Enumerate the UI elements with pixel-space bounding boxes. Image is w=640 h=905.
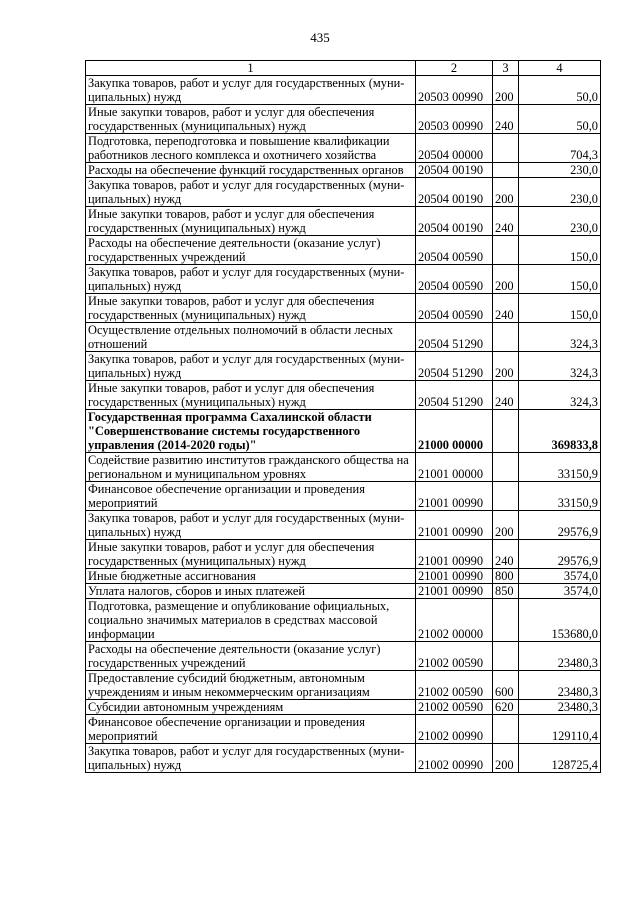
row-type bbox=[493, 642, 519, 671]
row-amount: 129110,4 bbox=[519, 715, 601, 744]
table-row bbox=[86, 294, 601, 323]
row-code: 21002 00590 bbox=[416, 700, 493, 715]
table-row bbox=[86, 178, 601, 207]
row-amount: 50,0 bbox=[519, 76, 601, 105]
row-type: 800 bbox=[493, 569, 519, 584]
row-code: 20504 51290 bbox=[416, 323, 493, 352]
row-name: Закупка товаров, работ и услуг для государственных (муни-ципальных) нужд bbox=[86, 76, 416, 105]
row-amount: 230,0 bbox=[519, 163, 601, 178]
row-type: 240 bbox=[493, 207, 519, 236]
table-row bbox=[86, 163, 601, 178]
row-type: 240 bbox=[493, 381, 519, 410]
row-type bbox=[493, 453, 519, 482]
table-row bbox=[86, 410, 601, 453]
row-type bbox=[493, 323, 519, 352]
table-row bbox=[86, 584, 601, 599]
row-name: Иные закупки товаров, работ и услуг для обеспечения государственных (муниципальных) нужд bbox=[86, 294, 416, 323]
table-row bbox=[86, 599, 601, 642]
table-row bbox=[86, 715, 601, 744]
row-name: Закупка товаров, работ и услуг для государственных (муни-ципальных) нужд bbox=[86, 744, 416, 773]
row-amount: 50,0 bbox=[519, 105, 601, 134]
page-number: 435 bbox=[310, 30, 330, 45]
row-name: Государственная программа Сахалинской области "Совершенствование системы государственного управления (2014-2020 годы)" bbox=[86, 410, 416, 453]
row-code: 21001 00990 bbox=[416, 482, 493, 511]
row-code: 20503 00990 bbox=[416, 105, 493, 134]
row-type bbox=[493, 163, 519, 178]
row-name: Подготовка, переподготовка и повышение квалификации работников лесного комплекса и охотничего хозяйства bbox=[86, 134, 416, 163]
table-row bbox=[86, 207, 601, 236]
table-row bbox=[86, 323, 601, 352]
row-name: Подготовка, размещение и опубликование официальных, социально значимых материалов в средствах массовой информации bbox=[86, 599, 416, 642]
row-type: 200 bbox=[493, 178, 519, 207]
row-type bbox=[493, 236, 519, 265]
row-amount: 128725,4 bbox=[519, 744, 601, 773]
row-amount: 369833,8 bbox=[519, 410, 601, 453]
row-code: 21000 00000 bbox=[416, 410, 493, 453]
row-name: Финансовое обеспечение организации и проведения мероприятий bbox=[86, 715, 416, 744]
row-name: Закупка товаров, работ и услуг для государственных (муни-ципальных) нужд bbox=[86, 265, 416, 294]
row-amount: 324,3 bbox=[519, 352, 601, 381]
table-row bbox=[86, 134, 601, 163]
row-type: 240 bbox=[493, 540, 519, 569]
row-amount: 150,0 bbox=[519, 265, 601, 294]
row-amount: 704,3 bbox=[519, 134, 601, 163]
row-amount: 23480,3 bbox=[519, 671, 601, 700]
row-code: 21002 00590 bbox=[416, 671, 493, 700]
row-type bbox=[493, 410, 519, 453]
table-row bbox=[86, 453, 601, 482]
row-amount: 23480,3 bbox=[519, 700, 601, 715]
row-name: Содействие развитию институтов гражданского общества на региональном и муниципальном уровнях bbox=[86, 453, 416, 482]
row-name: Осуществление отдельных полномочий в области лесных отношений bbox=[86, 323, 416, 352]
row-code: 20504 51290 bbox=[416, 381, 493, 410]
row-name: Закупка товаров, работ и услуг для государственных (муни-ципальных) нужд bbox=[86, 178, 416, 207]
table-row bbox=[86, 105, 601, 134]
row-amount: 3574,0 bbox=[519, 584, 601, 599]
row-name: Иные закупки товаров, работ и услуг для обеспечения государственных (муниципальных) нужд bbox=[86, 540, 416, 569]
row-name: Закупка товаров, работ и услуг для государственных (муни-ципальных) нужд bbox=[86, 352, 416, 381]
row-code: 20504 00190 bbox=[416, 178, 493, 207]
row-amount: 29576,9 bbox=[519, 540, 601, 569]
row-code: 20504 00000 bbox=[416, 134, 493, 163]
row-code: 21001 00000 bbox=[416, 453, 493, 482]
table-row bbox=[86, 482, 601, 511]
row-amount: 324,3 bbox=[519, 323, 601, 352]
row-code: 21001 00990 bbox=[416, 511, 493, 540]
table-row bbox=[86, 540, 601, 569]
row-code: 21002 00590 bbox=[416, 642, 493, 671]
table-row bbox=[86, 569, 601, 584]
table-header-row bbox=[86, 61, 601, 76]
row-type: 240 bbox=[493, 105, 519, 134]
row-code: 21001 00990 bbox=[416, 569, 493, 584]
table-row bbox=[86, 671, 601, 700]
row-amount: 150,0 bbox=[519, 236, 601, 265]
budget-table bbox=[85, 60, 601, 773]
row-type: 600 bbox=[493, 671, 519, 700]
row-code: 21001 00990 bbox=[416, 540, 493, 569]
table-row bbox=[86, 76, 601, 105]
row-type: 200 bbox=[493, 76, 519, 105]
row-name: Закупка товаров, работ и услуг для государственных (муни-ципальных) нужд bbox=[86, 511, 416, 540]
row-type bbox=[493, 482, 519, 511]
row-code: 21002 00000 bbox=[416, 599, 493, 642]
row-amount: 230,0 bbox=[519, 207, 601, 236]
row-amount: 150,0 bbox=[519, 294, 601, 323]
header-col-2: 2 bbox=[416, 61, 493, 76]
row-name: Предоставление субсидий бюджетным, автономным учреждениям и иным некоммерческим организациям bbox=[86, 671, 416, 700]
row-name: Иные бюджетные ассигнования bbox=[86, 569, 416, 584]
table-row bbox=[86, 352, 601, 381]
row-code: 21001 00990 bbox=[416, 584, 493, 599]
row-type: 200 bbox=[493, 352, 519, 381]
row-code: 20504 00590 bbox=[416, 294, 493, 323]
row-type: 200 bbox=[493, 511, 519, 540]
row-code: 21002 00990 bbox=[416, 744, 493, 773]
row-name: Иные закупки товаров, работ и услуг для обеспечения государственных (муниципальных) нужд bbox=[86, 381, 416, 410]
table-row bbox=[86, 265, 601, 294]
row-amount: 33150,9 bbox=[519, 482, 601, 511]
table-row bbox=[86, 744, 601, 773]
row-type: 850 bbox=[493, 584, 519, 599]
row-name: Иные закупки товаров, работ и услуг для обеспечения государственных (муниципальных) нужд bbox=[86, 207, 416, 236]
table-row bbox=[86, 700, 601, 715]
row-name: Субсидии автономным учреждениям bbox=[86, 700, 416, 715]
row-code: 20504 00190 bbox=[416, 207, 493, 236]
row-type bbox=[493, 715, 519, 744]
row-name: Финансовое обеспечение организации и проведения мероприятий bbox=[86, 482, 416, 511]
row-code: 20504 51290 bbox=[416, 352, 493, 381]
row-name: Расходы на обеспечение деятельности (оказание услуг) государственных учреждений bbox=[86, 642, 416, 671]
row-name: Иные закупки товаров, работ и услуг для обеспечения государственных (муниципальных) нужд bbox=[86, 105, 416, 134]
table-row bbox=[86, 511, 601, 540]
table-row bbox=[86, 381, 601, 410]
table-row bbox=[86, 236, 601, 265]
row-amount: 153680,0 bbox=[519, 599, 601, 642]
row-type: 200 bbox=[493, 265, 519, 294]
row-amount: 3574,0 bbox=[519, 569, 601, 584]
row-amount: 23480,3 bbox=[519, 642, 601, 671]
row-amount: 29576,9 bbox=[519, 511, 601, 540]
header-col-3: 3 bbox=[493, 61, 519, 76]
row-code: 21002 00990 bbox=[416, 715, 493, 744]
row-amount: 324,3 bbox=[519, 381, 601, 410]
row-type: 200 bbox=[493, 744, 519, 773]
row-type: 620 bbox=[493, 700, 519, 715]
row-code: 20504 00590 bbox=[416, 236, 493, 265]
row-name: Уплата налогов, сборов и иных платежей bbox=[86, 584, 416, 599]
row-name: Расходы на обеспечение функций государственных органов bbox=[86, 163, 416, 178]
row-type bbox=[493, 599, 519, 642]
row-code: 20503 00990 bbox=[416, 76, 493, 105]
row-type: 240 bbox=[493, 294, 519, 323]
header-col-1: 1 bbox=[86, 61, 416, 76]
row-amount: 230,0 bbox=[519, 178, 601, 207]
row-code: 20504 00590 bbox=[416, 265, 493, 294]
table-row bbox=[86, 642, 601, 671]
header-col-4: 4 bbox=[519, 61, 601, 76]
row-code: 20504 00190 bbox=[416, 163, 493, 178]
row-name: Расходы на обеспечение деятельности (оказание услуг) государственных учреждений bbox=[86, 236, 416, 265]
row-type bbox=[493, 134, 519, 163]
row-amount: 33150,9 bbox=[519, 453, 601, 482]
